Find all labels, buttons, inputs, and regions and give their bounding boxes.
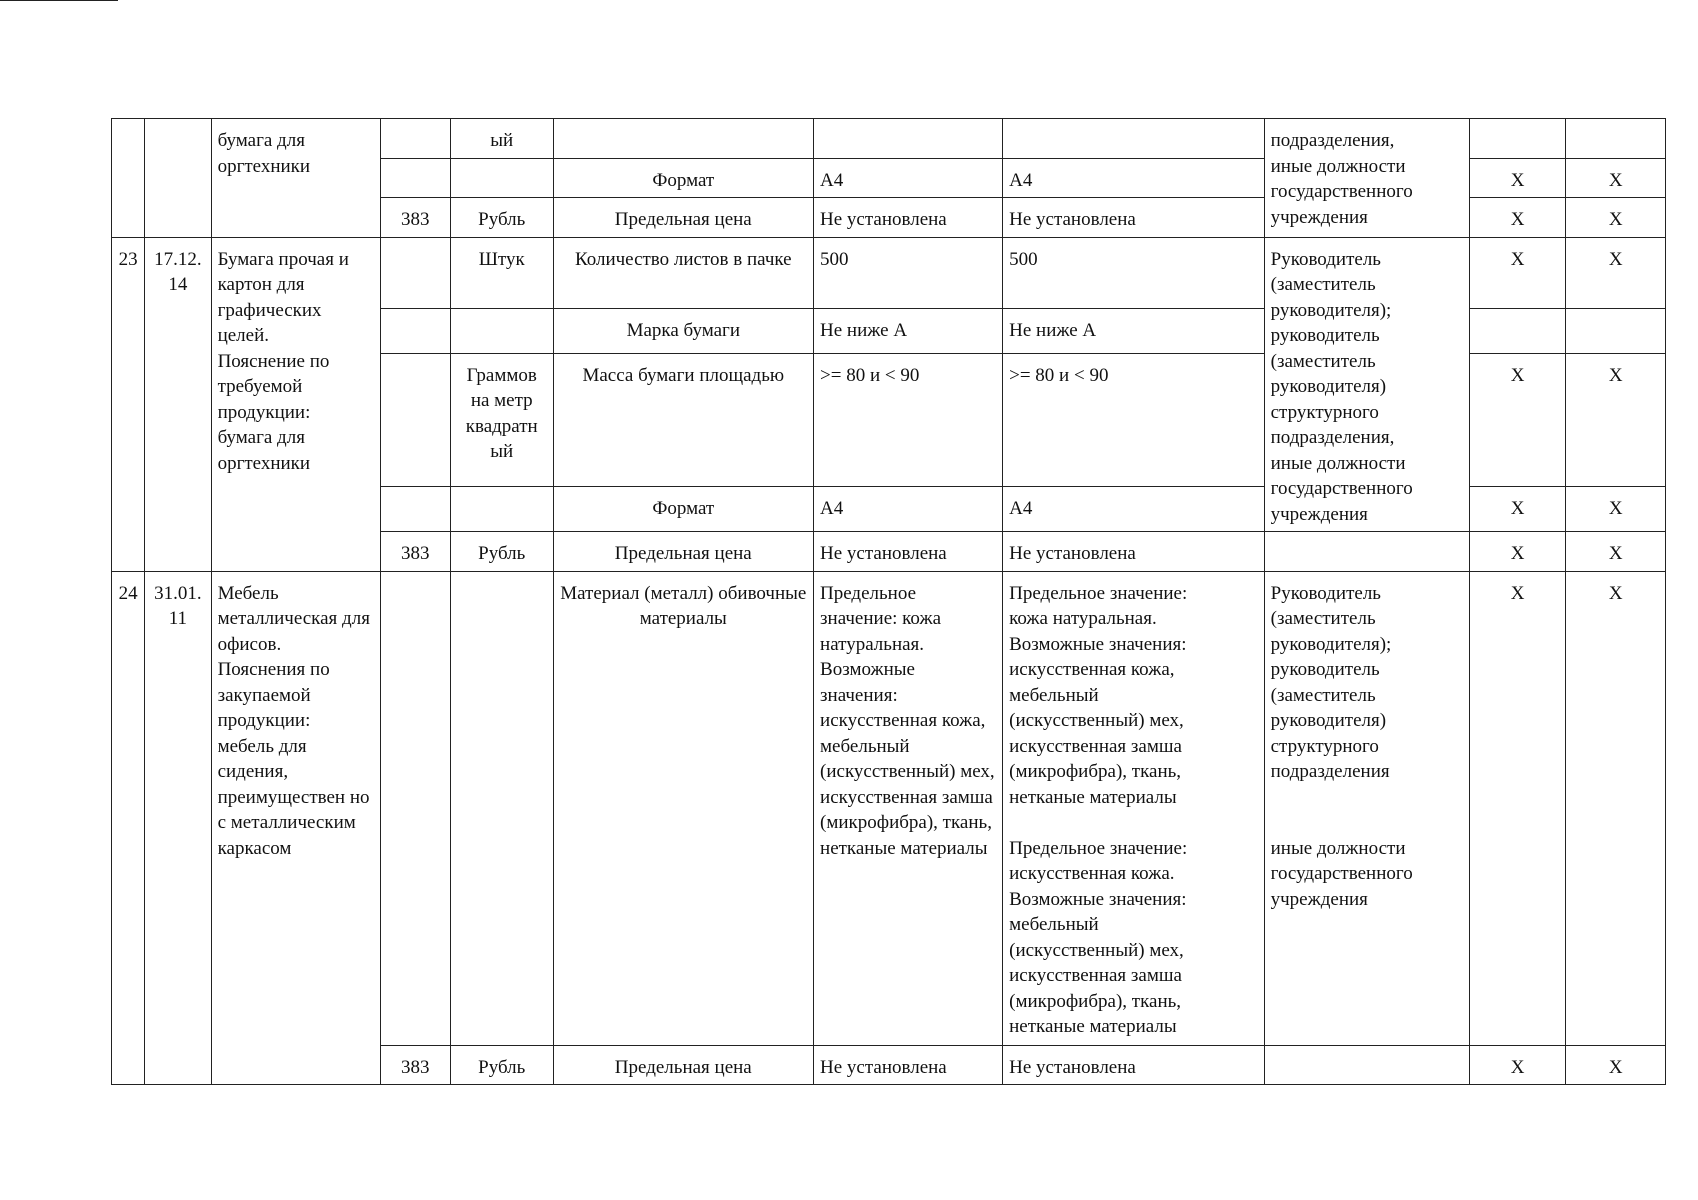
mark-cell: X — [1566, 1045, 1666, 1085]
product-name-cell: Бумага прочая и картон для графических целей. Пояснение по требуемой продукции: бумага для оргтехники — [211, 237, 380, 571]
mark-cell: X — [1469, 532, 1566, 572]
positions-cell — [1264, 1045, 1469, 1085]
mark-cell — [1566, 119, 1666, 159]
okei-code-cell — [380, 571, 450, 1045]
table-row — [112, 571, 1666, 1045]
mark-cell: X — [1469, 158, 1566, 198]
value-cell: А4 — [814, 158, 1003, 198]
value-cell: Не ниже А — [1003, 308, 1265, 353]
mark-cell: X — [1566, 532, 1666, 572]
okei-code-cell — [380, 486, 450, 531]
value-cell: Предельное значение: кожа натуральная. Возможные значения: искусственная кожа, мебельный (искусственный) мех, искусственная замша (микрофибра), ткань, нетканые материалы Предельное значение: искусственная кожа. Возможные значения: мебельный (искусственный) мех, искусственная замша (микрофибра), ткань, нетканые материалы — [1003, 571, 1265, 1045]
value-cell: Не установлена — [814, 198, 1003, 238]
characteristic-cell: Предельная цена — [553, 532, 814, 572]
value-cell: Предельное значение: кожа натуральная. Возможные значения: искусственная кожа, мебельный (искусственный) мех, искусственная замша (микрофибра), ткань, нетканые материалы — [814, 571, 1003, 1045]
product-name-cell: бумага для оргтехники — [211, 119, 380, 238]
positions-cell — [1264, 532, 1469, 572]
okei-code-cell — [380, 119, 450, 159]
characteristic-cell: Марка бумаги — [553, 308, 814, 353]
value-cell — [814, 119, 1003, 159]
okei-code-cell — [380, 237, 450, 308]
value-cell: 500 — [1003, 237, 1265, 308]
positions-cell: Руководитель (заместитель руководителя); руководитель (заместитель руководителя) структурного подразделения, иные должности государственного учреждения — [1264, 237, 1469, 532]
value-cell: А4 — [814, 486, 1003, 531]
mark-cell: X — [1469, 353, 1566, 486]
characteristic-cell: Масса бумаги площадью — [553, 353, 814, 486]
okei-code-cell: 383 — [380, 198, 450, 238]
unit-cell — [450, 158, 553, 198]
mark-cell: X — [1469, 237, 1566, 308]
unit-cell: Рубль — [450, 1045, 553, 1085]
value-cell: Не установлена — [814, 532, 1003, 572]
mark-cell — [1469, 119, 1566, 159]
mark-cell: X — [1469, 486, 1566, 531]
unit-cell — [450, 571, 553, 1045]
characteristic-cell: Предельная цена — [553, 1045, 814, 1085]
mark-cell: X — [1566, 158, 1666, 198]
unit-cell: Рубль — [450, 532, 553, 572]
mark-cell: X — [1566, 571, 1666, 1045]
characteristic-cell: Материал (металл) обивочные материалы — [553, 571, 814, 1045]
characteristic-cell: Формат — [553, 158, 814, 198]
characteristic-cell: Количество листов в пачке — [553, 237, 814, 308]
characteristic-cell: Предельная цена — [553, 198, 814, 238]
value-cell: Не установлена — [814, 1045, 1003, 1085]
unit-cell: Граммов на метр квадратн ый — [450, 353, 553, 486]
table-row — [112, 119, 1666, 159]
mark-cell: X — [1566, 486, 1666, 531]
mark-cell — [1469, 308, 1566, 353]
value-cell: Не установлена — [1003, 198, 1265, 238]
mark-cell: X — [1566, 237, 1666, 308]
mark-cell: X — [1566, 353, 1666, 486]
okpd-code-cell — [145, 119, 211, 238]
okei-code-cell — [380, 158, 450, 198]
mark-cell — [1566, 308, 1666, 353]
okei-code-cell — [380, 353, 450, 486]
mark-cell: X — [1469, 198, 1566, 238]
value-cell: Не установлена — [1003, 532, 1265, 572]
mark-cell: X — [1469, 571, 1566, 1045]
okei-code-cell — [380, 308, 450, 353]
requirements-table — [111, 118, 1666, 1085]
value-cell — [1003, 119, 1265, 159]
product-name-cell: Мебель металлическая для офисов. Пояснения по закупаемой продукции: мебель для сидения, преимуществен но с металлическим каркасом — [211, 571, 380, 1085]
unit-cell: Рубль — [450, 198, 553, 238]
row-number-cell: 23 — [112, 237, 145, 571]
header-rule — [0, 0, 118, 1]
value-cell: Не ниже А — [814, 308, 1003, 353]
value-cell: Не установлена — [1003, 1045, 1265, 1085]
okpd-code-cell: 17.12. 14 — [145, 237, 211, 571]
row-number-cell: 24 — [112, 571, 145, 1085]
positions-cell: Руководитель (заместитель руководителя); руководитель (заместитель руководителя) структурного подразделения иные должности государственного учреждения — [1264, 571, 1469, 1045]
characteristic-cell: Формат — [553, 486, 814, 531]
unit-cell: Штук — [450, 237, 553, 308]
unit-cell: ый — [450, 119, 553, 159]
table-row — [112, 237, 1666, 308]
okei-code-cell: 383 — [380, 1045, 450, 1085]
value-cell: >= 80 и < 90 — [814, 353, 1003, 486]
mark-cell: X — [1566, 198, 1666, 238]
row-number-cell — [112, 119, 145, 238]
positions-cell: подразделения, иные должности государственного учреждения — [1264, 119, 1469, 238]
mark-cell: X — [1469, 1045, 1566, 1085]
okei-code-cell: 383 — [380, 532, 450, 572]
okpd-code-cell: 31.01. 11 — [145, 571, 211, 1085]
characteristic-cell — [553, 119, 814, 159]
unit-cell — [450, 486, 553, 531]
value-cell: 500 — [814, 237, 1003, 308]
value-cell: А4 — [1003, 158, 1265, 198]
value-cell: А4 — [1003, 486, 1265, 531]
value-cell: >= 80 и < 90 — [1003, 353, 1265, 486]
unit-cell — [450, 308, 553, 353]
